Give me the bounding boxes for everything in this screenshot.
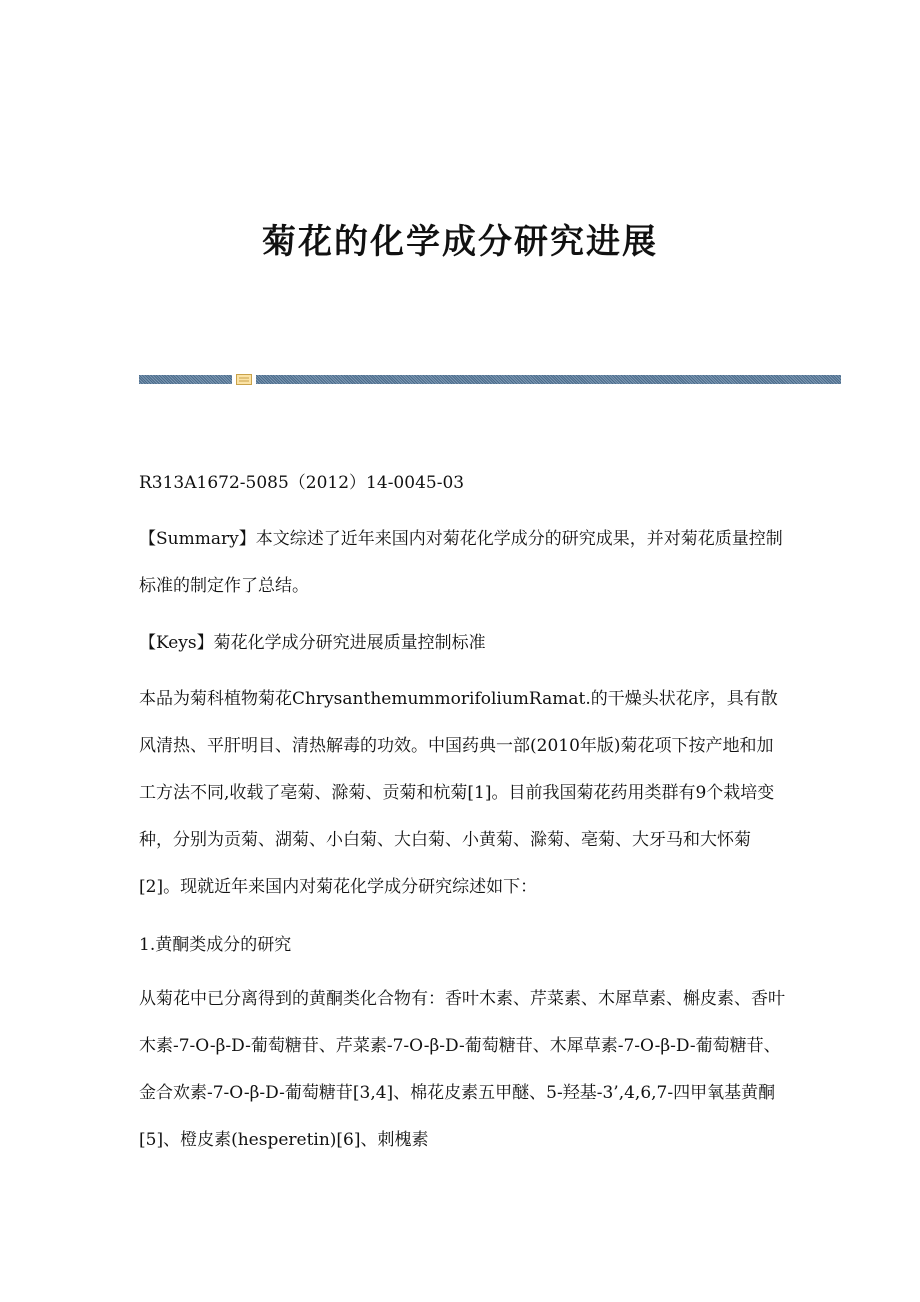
summary-text: 本文综述了近年来国内对菊花化学成分的研究成果，并对菊花质量控制标准的制定作了总结。 xyxy=(139,529,783,596)
divider-bar-right xyxy=(256,375,841,384)
keys-text: 菊花化学成分研究进展质量控制标准 xyxy=(213,633,486,653)
summary-paragraph xyxy=(139,516,789,610)
divider-ornament-icon xyxy=(236,374,252,385)
keys-label: 【Keys】 xyxy=(139,633,214,653)
page-title: 菊花的化学成分研究进展 xyxy=(262,222,658,262)
intro-paragraph: 本品为菊科植物菊花ChrysanthemummorifoliumRamat.的干燥头状花序，具有散风清热、平肝明目、清热解毒的功效。中国药典一部(2010年版)菊花项下按产地和加工方法不同,收载了亳菊、滁菊、贡菊和杭菊[1]。目前我国菊花药用类群有9个栽培变种，分别为贡菊、湖菊、小白菊、大白菊、小黄菊、滁菊、亳菊、大牙马和大怀菊[2]。现就近年来国内对菊花化学成分研究综述如下： xyxy=(139,689,778,897)
summary-label: 【Summary】 xyxy=(139,529,256,549)
flavonoid-paragraph: 从菊花中已分离得到的黄酮类化合物有：香叶木素、芹菜素、木犀草素、槲皮素、香叶木素-7-O-β-D-葡萄糖苷、芹菜素-7-O-β-D-葡萄糖苷、木犀草素-7-O-β-D-葡萄糖苷、金合欢素-7-O-β-D-葡萄糖苷[3,4]、棉花皮素五甲醚、5-羟基-3’,4,6,7-四甲氧基黄酮[5]、橙皮素(hesperetin)[6]、刺槐素 xyxy=(139,989,785,1150)
classification-code: R313A1672-5085（2012）14-0045-03 xyxy=(139,473,465,493)
section-heading: 1.黄酮类成分的研究 xyxy=(139,935,292,955)
keys-paragraph xyxy=(139,620,789,667)
divider-bar-left xyxy=(139,375,232,384)
title-divider xyxy=(139,375,841,384)
